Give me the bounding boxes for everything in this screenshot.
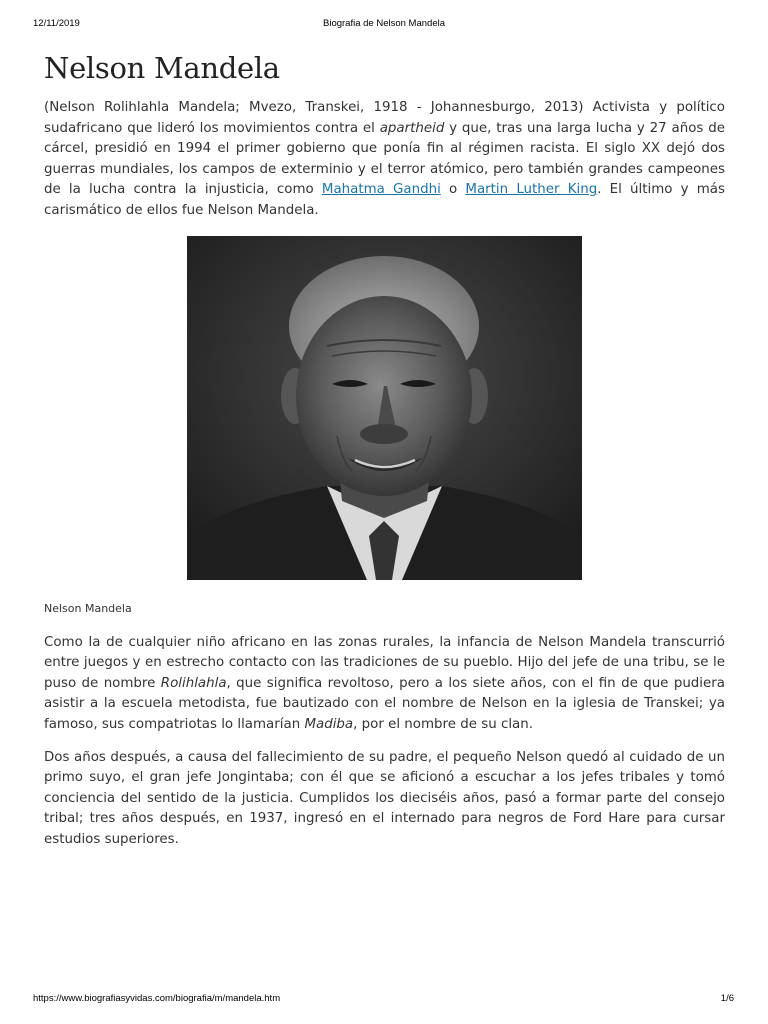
link-mahatma-gandhi[interactable]: Mahatma Gandhi — [321, 182, 441, 198]
childhood-paragraph — [44, 633, 725, 736]
intro-text-2: y que, tras una larga lucha y 27 años de cárcel, presidió en 1994 el primer gobierno que ponía fin al régimen racista. El siglo XX dejó dos guerras mundiales, los campos de exterminio y el terror atómico, pero también grandes campeones de la lucha contra la injusticia, como — [44, 120, 725, 198]
print-document-title: Biografia de Nelson Mandela — [323, 18, 445, 29]
para1-text-3: , por el nombre de su clan. — [353, 716, 533, 732]
para1-emphasis-rolihlahla: Rolihlahla — [160, 675, 227, 691]
intro-text-1: (Nelson Rolihlahla Mandela; Mvezo, Transkei, 1918 - Johannesburgo, 2013) Activista y político sudafricano que lideró los movimientos contra el — [44, 100, 725, 136]
intro-emphasis-apartheid: apartheid — [379, 120, 445, 136]
print-url: https://www.biografiasyvidas.com/biografia/m/mandela.htm — [33, 993, 281, 1004]
intro-text-4: . El último y más carismático de ellos fue Nelson Mandela. — [44, 182, 725, 218]
portrait-illustration — [187, 236, 582, 580]
portrait-photo — [187, 236, 582, 580]
para1-emphasis-madiba: Madiba — [304, 716, 354, 732]
print-header — [0, 18, 768, 32]
article-heading: Nelson Mandela — [44, 51, 280, 85]
intro-paragraph — [44, 98, 725, 222]
print-date: 12/11/2019 — [33, 18, 80, 29]
intro-text-3: o — [440, 182, 466, 198]
para1-text-1: Como la de cualquier niño africano en las zonas rurales, la infancia de Nelson Mandela transcurrió entre juegos y en estrecho contacto con las tradiciones de su pueblo. Hijo del jefe de una tribu, se le puso de nombre — [44, 634, 725, 691]
para1-text-2: , que significa revoltoso, pero a los siete años, con el fin de que pudiera asistir a la escuela metodista, fue bautizado con el nombre de Nelson en la iglesia de Transkei; ya famoso, sus compatriotas lo llamarían — [44, 675, 725, 732]
photo-caption: Nelson Mandela — [44, 601, 132, 615]
link-martin-luther-king[interactable]: Martin Luther King — [465, 182, 598, 198]
page-number: 1/6 — [720, 993, 734, 1004]
print-footer — [0, 993, 768, 1007]
youth-paragraph: Dos años después, a causa del fallecimiento de su padre, el pequeño Nelson quedó al cuidado de un primo suyo, el gran jefe Jongintaba; con él que se aficionó a escuchar a los jefes tribales y tomó conciencia del sentido de la justicia. Cumplidos los dieciséis años, pasó a formar parte del consejo tribal; tres años después, en 1937, ingresó en el internado para negros de Ford Hare para cursar estudios superiores. — [44, 749, 725, 847]
article — [44, 50, 725, 851]
